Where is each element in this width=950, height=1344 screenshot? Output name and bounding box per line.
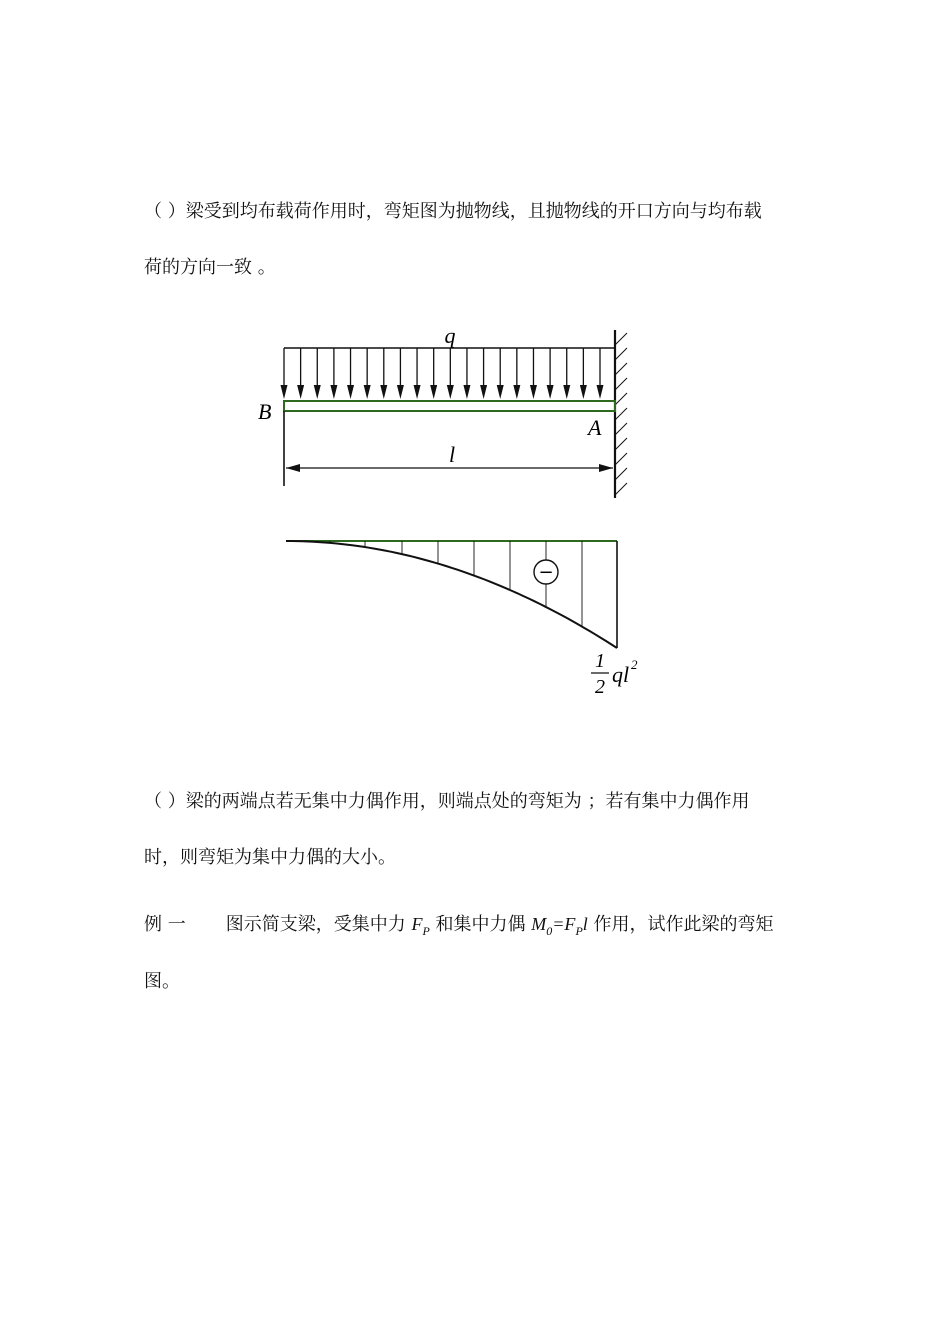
example-line: 图。 bbox=[144, 971, 180, 992]
load-arrow bbox=[314, 348, 321, 399]
example-paragraph bbox=[144, 896, 824, 1010]
load-arrow bbox=[364, 348, 371, 399]
moment-value-tail: ql bbox=[612, 662, 630, 687]
load-arrow bbox=[497, 348, 504, 399]
couple-symbol: M bbox=[531, 914, 547, 934]
dimension-arrow-right bbox=[599, 464, 613, 472]
load-arrow bbox=[597, 348, 604, 399]
example-text-a: 图示简支梁，受集中力 bbox=[225, 914, 406, 935]
load-arrow bbox=[330, 348, 337, 399]
couple-length: l bbox=[582, 914, 588, 934]
couple-force-subscript: P bbox=[575, 924, 583, 938]
example-line bbox=[144, 896, 824, 954]
load-arrow bbox=[563, 348, 570, 399]
load-arrow bbox=[513, 348, 520, 399]
load-arrow bbox=[463, 348, 470, 399]
load-arrow bbox=[397, 348, 404, 399]
moment-exponent: 2 bbox=[631, 657, 638, 672]
moment-fraction-numerator: 1 bbox=[595, 650, 605, 672]
negative-sign: − bbox=[538, 562, 554, 583]
load-arrow bbox=[347, 348, 354, 399]
force-subscript: P bbox=[422, 924, 430, 938]
load-arrow bbox=[380, 348, 387, 399]
example-text-c: 作用，试作此梁的弯矩 bbox=[593, 914, 774, 935]
couple-equals: =F bbox=[552, 914, 576, 934]
paragraph-line: 荷的方向一致 。 bbox=[144, 257, 276, 278]
wall-hatching bbox=[615, 333, 627, 495]
load-arrows bbox=[281, 348, 604, 399]
load-arrow bbox=[414, 348, 421, 399]
moment-parabola bbox=[286, 541, 617, 648]
moment-fraction-denominator: 2 bbox=[595, 676, 605, 698]
beam bbox=[284, 401, 615, 411]
force-symbol: F bbox=[411, 914, 423, 934]
load-arrow bbox=[547, 348, 554, 399]
example-text-b: 和集中力偶 bbox=[435, 914, 526, 935]
load-label: q bbox=[444, 323, 456, 348]
length-label: l bbox=[448, 442, 456, 467]
load-arrow bbox=[480, 348, 487, 399]
load-arrow bbox=[530, 348, 537, 399]
load-arrow bbox=[580, 348, 587, 399]
load-arrow bbox=[281, 348, 288, 399]
right-end-label: A bbox=[588, 415, 602, 440]
load-arrow bbox=[430, 348, 437, 399]
load-arrow bbox=[297, 348, 304, 399]
couple-subscript: 0 bbox=[546, 924, 553, 938]
load-arrow bbox=[447, 348, 454, 399]
paragraph-endpoint-moment bbox=[144, 774, 824, 886]
dimension-arrow-left bbox=[286, 464, 300, 472]
example-label: 例 一 bbox=[144, 914, 186, 935]
left-end-label: B bbox=[258, 399, 272, 424]
paragraph-line: 时，则弯矩为集中力偶的大小。 bbox=[144, 847, 396, 868]
paragraph-line: （ ）梁受到均布载荷作用时，弯矩图为抛物线，且抛物线的开口方向与均布载 bbox=[144, 201, 762, 222]
paragraph-line: （ ）梁的两端点若无集中力偶作用，则端点处的弯矩为 ；若有集中力偶作用 bbox=[144, 791, 750, 812]
